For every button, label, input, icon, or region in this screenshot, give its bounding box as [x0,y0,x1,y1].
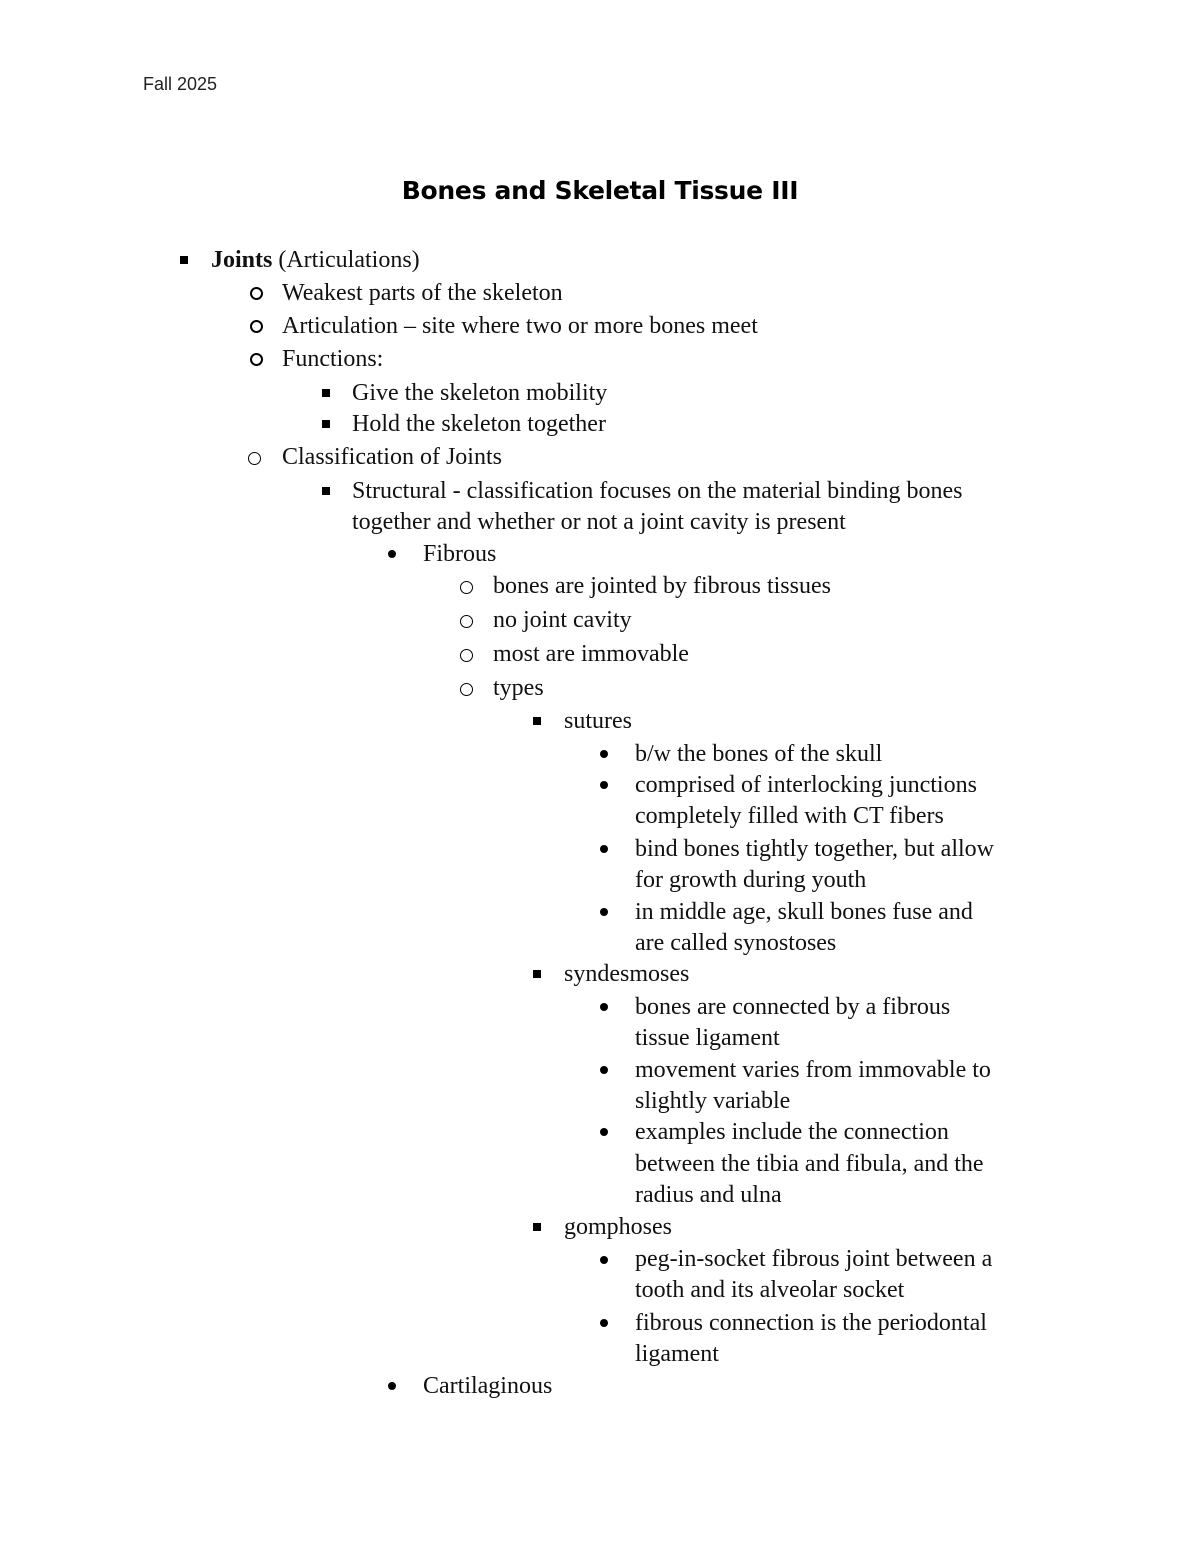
list-item: Hold the skeleton together [352,411,606,437]
list-item: no joint cavity [493,607,632,633]
list-item: b/w the bones of the skull [635,741,883,767]
page-header: Fall 2025 [143,74,218,94]
square-bullet-icon [533,717,541,725]
dot-bullet-icon [600,1066,608,1074]
list-item: Structural - classification focuses on the material binding bones [352,478,963,504]
dot-bullet-icon [600,750,608,758]
list-item: Functions: [282,346,384,372]
circle-bullet-icon [460,615,473,628]
list-item: Joints (Articulations) [211,247,420,273]
list-item: syndesmoses [564,961,690,987]
list-item-continuation: for growth during youth [635,867,867,893]
list-item: Give the skeleton mobility [352,380,608,406]
dot-bullet-icon [600,1128,608,1136]
list-item-continuation: together and whether or not a joint cavity is present [352,509,846,535]
document-title: Bones and Skeletal Tissue III [401,176,799,205]
list-item: bones are connected by a fibrous [635,994,951,1020]
list-item-continuation: ligament [635,1341,719,1367]
dot-bullet-icon [600,1319,608,1327]
list-item-continuation: slightly variable [635,1088,791,1114]
list-item-continuation: tissue ligament [635,1025,780,1051]
circle-bullet-icon [460,683,473,696]
dot-bullet-icon [600,1003,608,1011]
dot-bullet-icon [388,550,396,558]
square-bullet-icon [322,389,330,397]
dot-bullet-icon [600,1256,608,1264]
dot-bullet-icon [600,845,608,853]
list-item-continuation: are called synostoses [635,930,837,956]
circle-bullet-icon [460,649,473,662]
square-bullet-icon [180,256,188,264]
list-item: movement varies from immovable to [635,1057,991,1083]
list-item: bones are jointed by fibrous tissues [493,573,831,599]
square-bullet-icon [533,1223,541,1231]
list-item: most are immovable [493,641,689,667]
list-item: sutures [564,708,632,734]
list-item: fibrous connection is the periodontal [635,1310,987,1336]
list-item: peg-in-socket fibrous joint between a [635,1246,993,1272]
dot-bullet-icon [388,1382,396,1390]
list-item: types [493,675,544,701]
list-item: Cartilaginous [423,1373,553,1399]
dot-bullet-icon [600,908,608,916]
list-item: Weakest parts of the skeleton [282,280,563,306]
list-item-continuation: radius and ulna [635,1182,782,1208]
bold-circle-bullet-icon [250,320,263,333]
bold-circle-bullet-icon [250,287,263,300]
list-item-continuation: between the tibia and fibula, and the [635,1151,984,1177]
list-item: bind bones tightly together, but allow [635,836,994,862]
dot-bullet-icon [600,781,608,789]
list-item: comprised of interlocking junctions [635,772,977,798]
square-bullet-icon [533,970,541,978]
list-item: Articulation – site where two or more bones meet [282,313,758,339]
bold-circle-bullet-icon [250,353,263,366]
list-item: Fibrous [423,541,497,567]
list-item-continuation: completely filled with CT fibers [635,803,944,829]
list-item: in middle age, skull bones fuse and [635,899,973,925]
list-item: Classification of Joints [282,444,502,470]
square-bullet-icon [322,420,330,428]
list-item: examples include the connection [635,1119,949,1145]
square-bullet-icon [322,487,330,495]
list-item-continuation: tooth and its alveolar socket [635,1277,905,1303]
circle-bullet-icon [460,581,473,594]
circle-bullet-icon [248,452,261,465]
list-item: gomphoses [564,1214,672,1240]
